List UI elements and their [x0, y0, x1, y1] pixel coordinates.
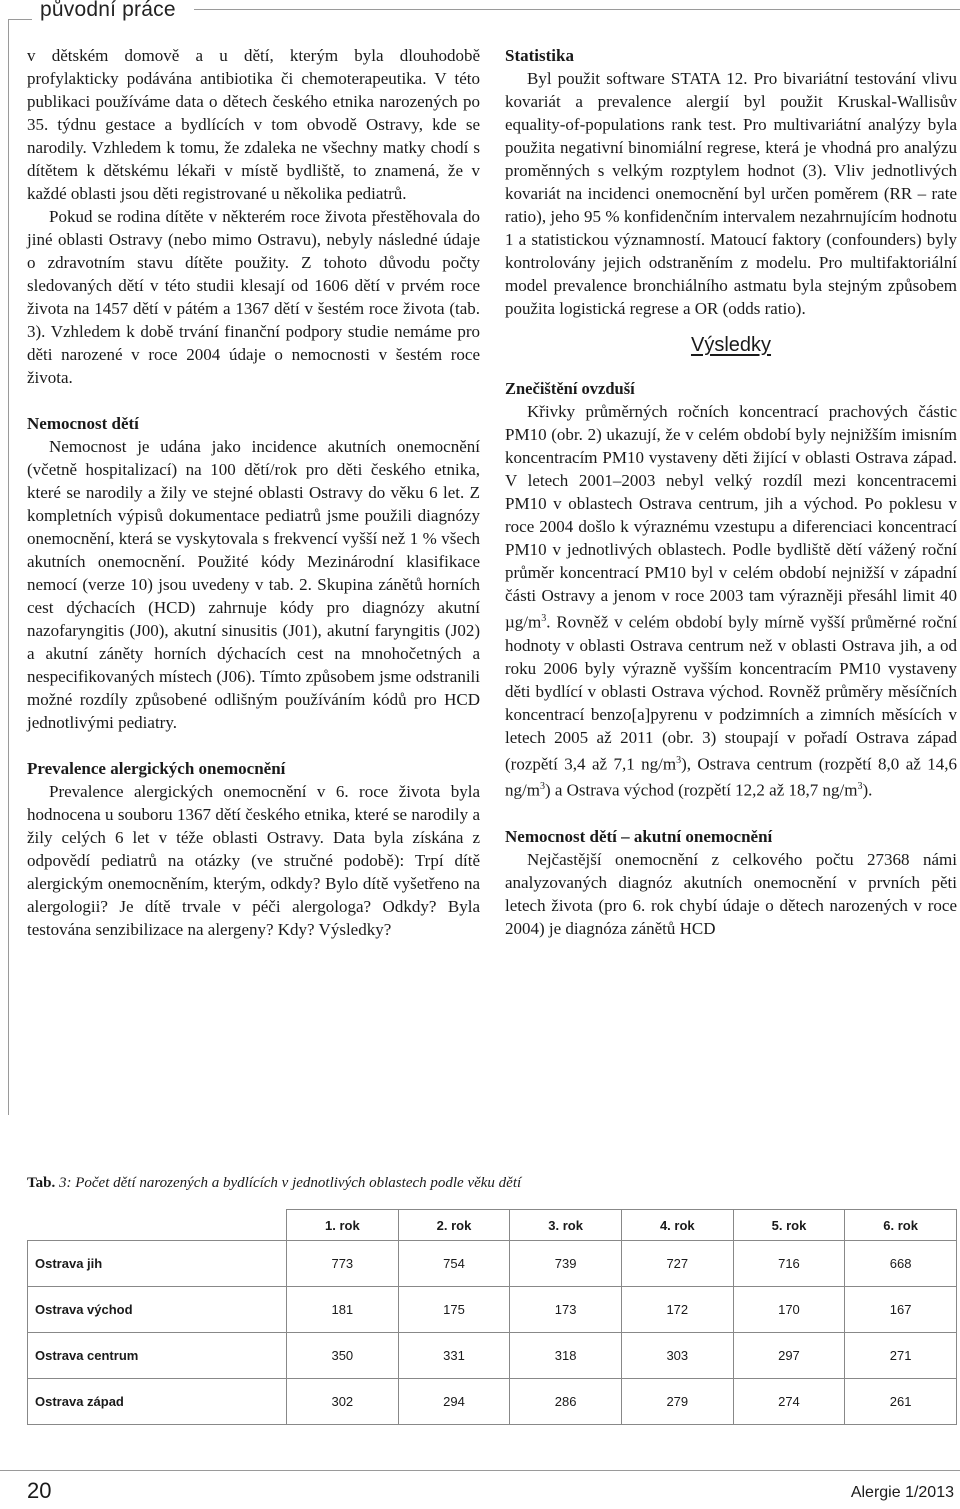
table-cell: 172 [621, 1287, 733, 1333]
table-cell: 173 [510, 1287, 622, 1333]
left-paragraph-4: Prevalence alergických onemocnění v 6. roce života byla hodnocena u souboru 1367 dětí českého etnika, které se narodily a žily celých 6 let v téže oblasti Ostravy. Data byla získána z odpovědí pediatrů na otázky (ve stručné podobě): Trpí dítě alergickým onemocněním, kterým, odkdy? Bylo dítě vyšetřeno na alergologii? Je dítě trvale v péči alergologa? Odkdy? Byla testována senzibilizace na alergeny? Kdy? Výsledky? [27, 782, 480, 939]
page-header [0, 0, 960, 30]
left-column [27, 44, 480, 941]
table-header: 6. rok [845, 1210, 957, 1241]
table-cell: 279 [621, 1379, 733, 1425]
right-column [505, 44, 957, 940]
table-cell: 271 [845, 1333, 957, 1379]
heading-vysledky: Výsledky [690, 334, 772, 356]
table-cell: 303 [621, 1333, 733, 1379]
table-cell: 716 [733, 1241, 845, 1287]
table-cell: 668 [845, 1241, 957, 1287]
right-paragraph-2: Křivky průměrných ročních koncentrací prachových částic PM10 (obr. 2) ukazují, že v celém období byly nejnižším imisním koncentracím PM10 vystaveny děti žijící v oblasti Ostrava západ. V letech 2001–2003 nebyl velký rozdíl mezi koncentracemi PM10 v oblastech Ostrava centrum, jih a východ. Po poklesu v roce 2004 došlo k výraznému vzestupu a diferenciaci koncentrací PM10 v jednotlivých oblastech. Podle bydliště dětí vážený roční průměr koncentrací PM10 byl v celém období nejnižší v západní části Ostravy a jenom v roce 2003 tam výrazněji přesáhl limit 40 $\mu g/m^3$. Rovněž v celém období byly mírně vyšší průměrné roční hodnoty v oblasti Ostrava centrum než v oblasti Ostrava jih, a od roku 2006 byly výrazně vyšším koncentracím PM10 vystaveny děti bydlící v oblasti Ostrava východ. Rovněž průměry měsíčních koncentrací benzo[a]pyrenu v podzimních a zimních měsících v letech 2005 až 2011 (obr. 3) stoupají v pořadí Ostrava západ (rozpětí 3,4 až 7,1 $ng/m^3$), Ostrava centrum (rozpětí 8,0 až 14,6 $ng/m^3$) a Ostrava východ (rozpětí 12,2 až 18,7 $ng/m^3$). [505, 402, 957, 800]
right-paragraph-1: Byl použit software STATA 12. Pro bivariátní testování vlivu kovariát a prevalence alergií byl použit Kruskal-Wallisův equality-of-populations rank test. Pro multivariátní analýzy byla použita negativní binomiální regrese, která je vhodná pro analýzu proměnných s velkým rozptylem hodnot (3). Vliv jednotlivých kovariát na incidenci onemocnění byl určen poměrem (RR – rate ratio), jeho 95 % konfidenčním intervalem nezahrnujícím hodnotu 1 a statistickou významností. Matoucí faktory (confounders) byly kontrolovány jejich odstraněním z modelu. Pro multifaktoriální model prevalence bronchiálního astmatu byla stejným způsobem použita logistická regrese a OR (odds ratio). [505, 69, 957, 318]
row-label: Ostrava západ [28, 1379, 287, 1425]
row-label: Ostrava jih [28, 1241, 287, 1287]
header-rule [194, 9, 960, 10]
table-cell: 261 [845, 1379, 957, 1425]
heading-nemocnost: Nemocnost dětí [27, 414, 139, 433]
table-row [28, 1333, 957, 1379]
table-corner [28, 1210, 287, 1241]
table-header: 5. rok [733, 1210, 845, 1241]
table-cell: 175 [398, 1287, 510, 1333]
table-cell: 170 [733, 1287, 845, 1333]
table-header: 3. rok [510, 1210, 622, 1241]
table-cell: 274 [733, 1379, 845, 1425]
table-cell: 350 [287, 1333, 399, 1379]
row-label: Ostrava centrum [28, 1333, 287, 1379]
table-cell: 739 [510, 1241, 622, 1287]
heading-prevalence: Prevalence alergických onemocnění [27, 759, 286, 778]
table-header: 2. rok [398, 1210, 510, 1241]
heading-statistika: Statistika [505, 46, 574, 65]
page-number: 20 [27, 1478, 52, 1503]
table-cell: 331 [398, 1333, 510, 1379]
table-cell: 727 [621, 1241, 733, 1287]
table-header: 1. rok [287, 1210, 399, 1241]
heading-akutni-onemocneni: Nemocnost dětí – akutní onemocnění [505, 826, 773, 846]
table-cell: 181 [287, 1287, 399, 1333]
heading-znecisteni: Znečištění ovzduší [505, 379, 635, 398]
table-cell: 318 [510, 1333, 622, 1379]
table-cell: 754 [398, 1241, 510, 1287]
row-label: Ostrava východ [28, 1287, 287, 1333]
table-cell: 302 [287, 1379, 399, 1425]
table-row [28, 1287, 957, 1333]
table-header: 4. rok [621, 1210, 733, 1241]
left-margin-rule [8, 20, 9, 1115]
left-paragraph-2: Pokud se rodina dítěte v některém roce života přestěhovala do jiné oblasti Ostravy (nebo mimo Ostravu), nebyly následné údaje o zdravotním stavu dítěte použity. Z tohoto důvodu počty sledovaných dětí v této studii klesají od 1606 dětí v prvém roce života na 1457 dětí v pátém a 1367 dětí v šestém roce života (tab. 3). Vzhledem k době trvání finanční podpory studie nemáme pro děti narozené v roce 2004 údaje o nemocnosti v šestém roce života. [27, 207, 480, 387]
table-row [28, 1241, 957, 1287]
journal-issue: Alergie 1/2013 [850, 1484, 954, 1501]
table-cell: 297 [733, 1333, 845, 1379]
left-paragraph-1: v dětském domově a u dětí, kterým byla dlouhodobě profylakticky podávána antibiotika či chemoterapeutika. V této publikaci používáme data o dětech českého etnika narozených po 35. týdnu gestace a bydlících v tom obvodě Ostravy, kde se narodily. Vzhledem k tomu, že zdaleka ne všechny matky chodí s dítětem k dětskému lékaři v místě bydliště, to znamená, že v každé oblasti jsou děti registrované u několika pediatrů. [27, 46, 480, 203]
table-cell: 167 [845, 1287, 957, 1333]
table-3 [27, 1209, 957, 1425]
left-paragraph-3: Nemocnost je udána jako incidence akutních onemocnění (včetně hospitalizací) na 100 dětí/rok pro děti českého etnika, které se narodily a žily ve stejné oblasti Ostravy do věku 6 let. Z kompletních výpisů dokumentace pediatrů jsme použili diagnózy onemocnění, která se vyskytovala s frekvencí vyšší než 1 % všech akutních onemocnění. Použité kódy Mezinárodní klasifikace nemocí (verze 10) jsou uvedeny v tab. 2. Skupina zánětů horních cest dýchacích (HCD) zahrnuje kódy pro diagnózy akutní nazofaryngitis (J00), akutní sinusitis (J01), akutní faryngitis (J02) a akutní záněty horních dýchacích cest na mnohočetných a nespecifikovaných místech (J06). Tímto způsobem jsme odstranili možné rozdíly způsobené odlišným používáním kódů pro HCD jednotlivými pediatry. [27, 437, 480, 732]
table-cell: 773 [287, 1241, 399, 1287]
right-paragraph-3: Nejčastější onemocnění z celkového počtu 27368 námi analyzovaných diagnóz akutních onemocnění v prvních pěti letech života (pro 6. rok chybí údaje o dětech narozených v roce 2004) je diagnóza zánětů HCD [505, 849, 957, 938]
footer-rule [0, 1470, 960, 1471]
table-row [28, 1379, 957, 1425]
table-cell: 286 [510, 1379, 622, 1425]
table-cell: 294 [398, 1379, 510, 1425]
table-caption: Tab. 3: Počet dětí narozených a bydlících v jednotlivých oblastech podle věku dětí [27, 1175, 522, 1191]
section-tag: původní práce [40, 0, 176, 21]
left-corner-rule [8, 19, 32, 20]
